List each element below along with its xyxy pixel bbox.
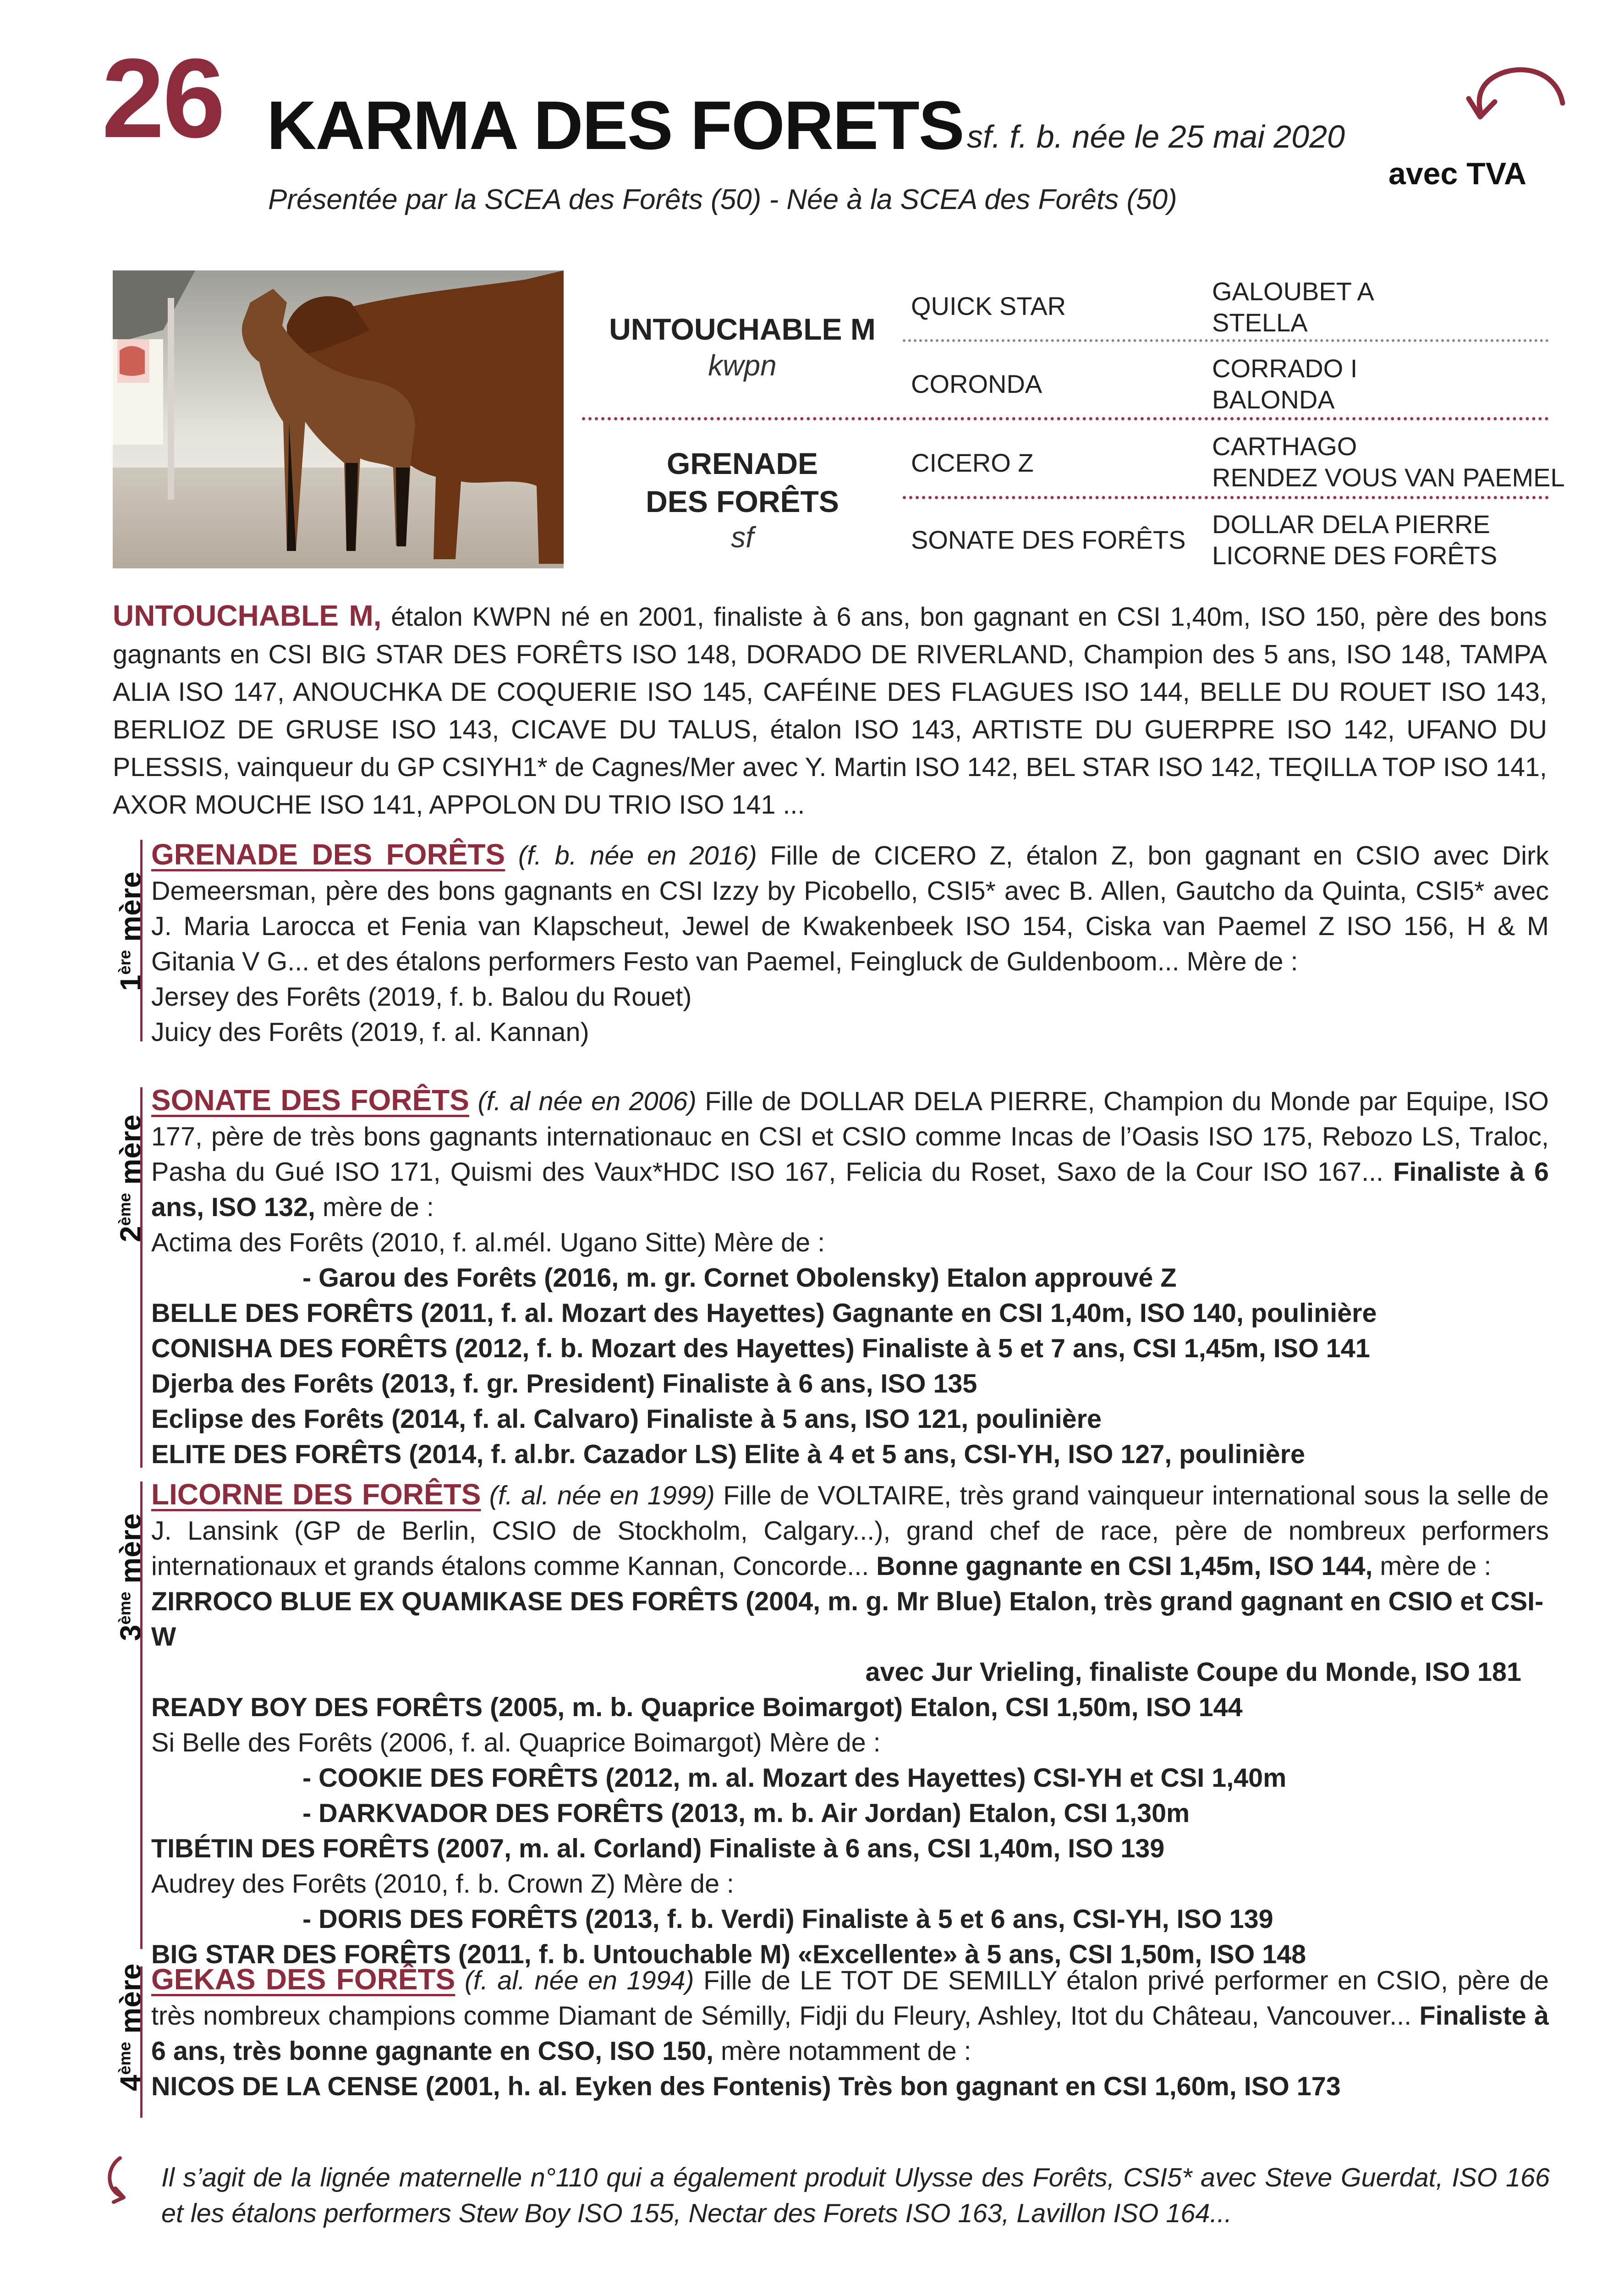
offspring-line: BIG STAR DES FORÊTS (2011, f. b. Untouchable M) «Excellente» à 5 ans, CSI 1,50m, ISO 148 <box>151 1940 1306 1969</box>
mare-results: Bonne gagnante en CSI 1,45m, ISO 144, <box>869 1552 1373 1581</box>
mere-bracket <box>140 840 143 1041</box>
sire-description <box>113 597 1547 824</box>
pedigree-great-grandparent: CORRADO I <box>1212 354 1358 383</box>
offspring-line: NICOS DE LA CENSE (2001, h. al. Eyken des Fontenis) Très bon gagnant en CSI 1,60m, ISO 173 <box>151 2072 1341 2101</box>
offspring-line: ELITE DES FORÊTS (2014, f. al.br. Cazador LS) Elite à 4 et 5 ans, CSI-YH, ISO 127, poulinière <box>151 1440 1305 1469</box>
pedigree-divider <box>903 339 1549 342</box>
lot-number: 26 <box>102 35 224 161</box>
mere-bracket <box>140 1087 143 1468</box>
offspring-line: Audrey des Forêts (2010, f. b. Crown Z) Mère de : <box>151 1869 734 1899</box>
pedigree-sire-breed: kwpn <box>708 349 777 382</box>
pedigree-great-grandparent: BALONDA <box>1212 385 1335 414</box>
pedigree-great-grandparent: DOLLAR DELA PIERRE <box>1212 510 1490 539</box>
sire-description-lead: UNTOUCHABLE M, <box>113 599 382 632</box>
pedigree-dam-breed: sf <box>731 521 754 554</box>
mere-bracket <box>140 1481 143 1949</box>
mare-info: (f. al née en 2006) <box>477 1087 697 1116</box>
pedigree-divider <box>582 417 1549 420</box>
mare-results: Finaliste à 6 ans, très bonne gagnante en CSO, ISO 150, <box>151 2001 1549 2066</box>
mare-text: Fille de VOLTAIRE, très grand vainqueur international sous la selle de J. Lansink (GP de Berlin, CSIO de Stockholm, Calgary...), grand chef de race, père de nombreux performers internationaux et grands étalons comme Kannan, Concorde... <box>151 1481 1549 1581</box>
pedigree-great-grandparent: CARTHAGO <box>1212 432 1357 461</box>
mere-label-1: 1ère mère <box>114 871 147 991</box>
mare-tail: mère de : <box>1372 1552 1492 1581</box>
hook-arrow-icon <box>102 2154 134 2205</box>
mare-text: Fille de CICERO Z, étalon Z, bon gagnant en CSIO avec Dirk Demeersman, père des bons gagnants en CSI Izzy by Picobello, CSI5* avec B. Allen, Gautcho da Quinta, CSI5* avec J. Maria Larocca et Fenia van Klapscheut, Jewel de Kwakenbeek ISO 154, Ciska van Paemel Z ISO 156, H & M Gitania V G... et des étalons performers Festo van Paemel, Feingluck de Guldenboom... Mère de : <box>151 841 1549 976</box>
mare-text: Fille de LE TOT DE SEMILLY étalon privé performer en CSIO, père de très nombreux champions comme Diamant de Sémilly, Fidji du Fleury, Ashley, Itot du Château, Vancouver... <box>151 1966 1549 2031</box>
offspring-line: CONISHA DES FORÊTS (2012, f. b. Mozart des Hayettes) Finaliste à 5 et 7 ans, CSI 1,45m, ISO 141 <box>151 1334 1370 1363</box>
pedigree-great-grandparent: GALOUBET A <box>1212 277 1374 306</box>
offspring-line: READY BOY DES FORÊTS (2005, m. b. Quaprice Boimargot) Etalon, CSI 1,50m, ISO 144 <box>151 1693 1243 1722</box>
mare-tail: mère de : <box>315 1193 434 1222</box>
offspring-line: Djerba des Forêts (2013, f. gr. President) Finaliste à 6 ans, ISO 135 <box>151 1369 977 1399</box>
curved-arrow-icon <box>1457 60 1572 128</box>
mare-name: GRENADE DES FORÊTS <box>151 838 505 871</box>
pedigree-dam-name-line2: DES FORÊTS <box>646 484 839 518</box>
pedigree-sire-name: UNTOUCHABLE M <box>609 312 876 346</box>
mare-info: (f. al. née en 1999) <box>489 1481 715 1510</box>
horse-meta: sf. f. b. née le 25 mai 2020 <box>967 119 1345 154</box>
mere-bracket <box>140 1966 143 2118</box>
pedigree-dam-name-line1: GRENADE <box>666 446 818 480</box>
pedigree-great-grandparent: RENDEZ VOUS VAN PAEMEL <box>1212 463 1565 492</box>
mare-text: Fille de DOLLAR DELA PIERRE, Champion du Monde par Equipe, ISO 177, père de très bons gagnants internationauc en CSI et CSIO comme Incas de l’Oasis ISO 175, Rebozo LS, Traloc, Pasha du Gué ISO 171, Quismi des Vaux*HDC ISO 167, Felicia du Roset, Saxo de la Cour ISO 167... <box>151 1087 1549 1187</box>
mare-results: Finaliste à 6 ans, ISO 132, <box>151 1157 1549 1222</box>
pedigree-great-grandparent: LICORNE DES FORÊTS <box>1212 541 1498 570</box>
offspring-line: Actima des Forêts (2010, f. al.mél. Ugano Sitte) Mère de : <box>151 1228 825 1257</box>
mare-name: LICORNE DES FORÊTS <box>151 1478 481 1511</box>
mere-label-4: 4ème mère <box>114 1963 147 2091</box>
offspring-line: - Garou des Forêts (2016, m. gr. Cornet Obolensky) Etalon approuvé Z <box>302 1263 1177 1293</box>
presented-by: Présentée par la SCEA des Forêts (50) - Née à la SCEA des Forêts (50) <box>268 184 1177 215</box>
pedigree-grandparent: QUICK STAR <box>911 292 1066 320</box>
offspring-line: Eclipse des Forêts (2014, f. al. Calvaro) Finaliste à 5 ans, ISO 121, poulinière <box>151 1404 1102 1434</box>
mare-info: (f. al. née en 1994) <box>464 1966 694 1995</box>
offspring-line: - DARKVADOR DES FORÊTS (2013, m. b. Air Jordan) Etalon, CSI 1,30m <box>302 1799 1190 1828</box>
tva-label: avec TVA <box>1388 156 1527 191</box>
mare-tail: mère notamment de : <box>713 2037 971 2066</box>
mere-label-2: 2ème mère <box>114 1114 147 1242</box>
footnote: Il s’agit de la lignée maternelle n°110 qui a également produit Ulysse des Forêts, CSI5* avec Steve Guerdat, ISO 166 et les étalons performers Stew Boy ISO 155, Nectar des Forets ISO 163, Lavillon ISO 164... <box>161 2163 1550 2228</box>
horse-photo <box>113 270 564 568</box>
pedigree-divider <box>903 496 1549 499</box>
pedigree-dam-name <box>605 445 880 520</box>
offspring-line: TIBÉTIN DES FORÊTS (2007, m. al. Corland) Finaliste à 6 ans, CSI 1,40m, ISO 139 <box>151 1834 1165 1863</box>
offspring-line: Si Belle des Forêts (2006, f. al. Quaprice Boimargot) Mère de : <box>151 1728 881 1757</box>
mare-name: GEKAS DES FORÊTS <box>151 1963 455 1996</box>
offspring-line: avec Jur Vrieling, finaliste Coupe du Monde, ISO 181 <box>865 1657 1521 1687</box>
pedigree-grandparent: SONATE DES FORÊTS <box>911 525 1186 554</box>
offspring-line: - COOKIE DES FORÊTS (2012, m. al. Mozart des Hayettes) CSI-YH et CSI 1,40m <box>302 1763 1287 1793</box>
horse-name: KARMA DES FORETS <box>267 87 964 164</box>
mere-block-3 <box>151 1477 1549 1972</box>
sire-description-text: étalon KWPN né en 2001, finaliste à 6 ans, bon gagnant en CSI 1,40m, ISO 150, père des bons gagnants en CSI BIG STAR DES FORÊTS ISO 148, DORADO DE RIVERLAND, Champion des 5 ans, ISO 148, TAMPA ALIA ISO 147, ANOUCHKA DE COQUERIE ISO 145, CAFÉINE DES FLAGUES ISO 144, BELLE DU ROUET ISO 143, BERLIOZ DE GRUSE ISO 143, CICAVE DU TALUS, étalon ISO 143, ARTISTE DU GUERPRE ISO 142, UFANO DU PLESSIS, vainqueur du GP CSIYH1* de Cagnes/Mer avec Y. Martin ISO 142, BEL STAR ISO 142, TEQILLA TOP ISO 141, AXOR MOUCHE ISO 141, APPOLON DU TRIO ISO 141 ... <box>113 602 1547 820</box>
mere-block-1 <box>151 837 1549 1050</box>
offspring-line: Jersey des Forêts (2019, f. b. Balou du Rouet) <box>151 982 692 1012</box>
mere-label-3: 3ème mère <box>114 1513 147 1641</box>
offspring-line: BELLE DES FORÊTS (2011, f. al. Mozart des Hayettes) Gagnante en CSI 1,40m, ISO 140, poulinière <box>151 1299 1377 1328</box>
offspring-line: ZIRROCO BLUE EX QUAMIKASE DES FORÊTS (2004, m. g. Mr Blue) Etalon, très grand gagnant en CSIO et CSI-W <box>151 1587 1544 1652</box>
offspring-line: Juicy des Forêts (2019, f. al. Kannan) <box>151 1018 589 1047</box>
mare-info: (f. b. née en 2016) <box>518 841 757 870</box>
mere-block-4 <box>151 1962 1549 2104</box>
mare-name: SONATE DES FORÊTS <box>151 1084 469 1117</box>
pedigree-grandparent: CORONDA <box>911 369 1042 398</box>
mere-block-2 <box>151 1083 1549 1472</box>
pedigree-great-grandparent: STELLA <box>1212 308 1308 337</box>
pedigree-grandparent: CICERO Z <box>911 448 1034 477</box>
offspring-line: - DORIS DES FORÊTS (2013, f. b. Verdi) Finaliste à 5 et 6 ans, CSI-YH, ISO 139 <box>302 1905 1273 1934</box>
